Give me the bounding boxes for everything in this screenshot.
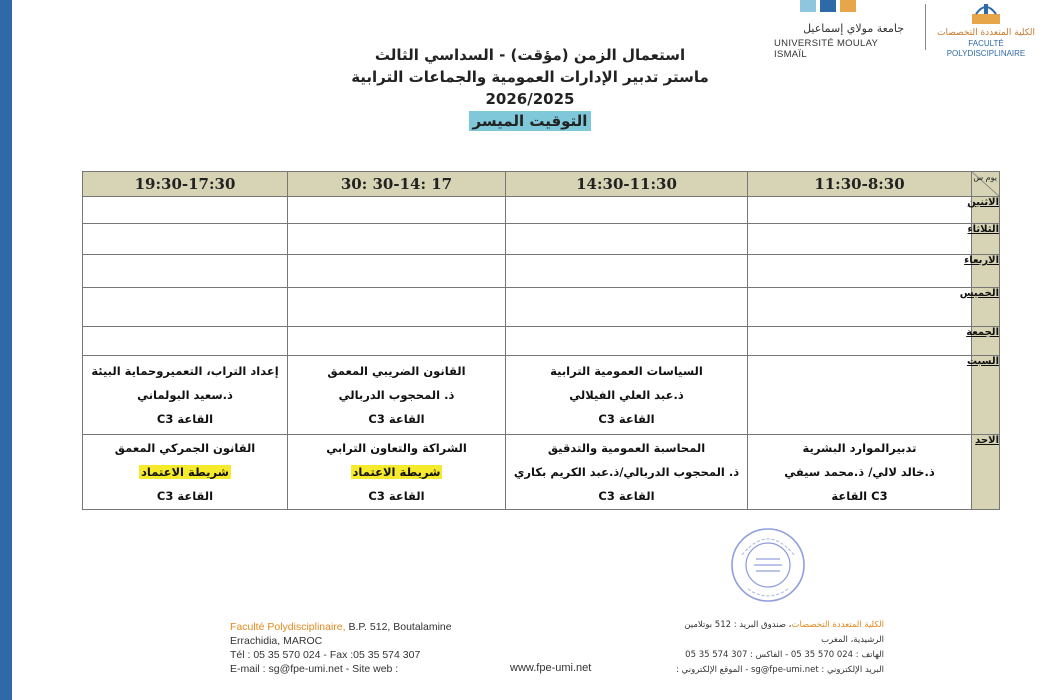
table-row bbox=[83, 327, 1000, 356]
accreditation-note: شريطة الاعتماد bbox=[352, 465, 441, 479]
footer-address-fr bbox=[230, 620, 452, 676]
empty-cell bbox=[748, 197, 972, 224]
course-name: الشراكة والتعاون الترابي bbox=[326, 441, 467, 455]
empty-cell bbox=[748, 288, 972, 327]
empty-cell bbox=[83, 327, 288, 356]
course-name: القانون الضريبي المعمق bbox=[327, 364, 466, 378]
university-emblem-icon bbox=[796, 0, 866, 16]
slot-header: 17 :30-14 :30 bbox=[288, 172, 506, 197]
empty-cell bbox=[748, 356, 972, 435]
official-stamp-icon bbox=[728, 525, 808, 605]
footer-org-fr: Faculté Polydisciplinaire, bbox=[230, 621, 346, 633]
empty-cell bbox=[83, 288, 288, 327]
academic-year: 2026/2025 bbox=[485, 90, 575, 108]
footer-email-ar: البريد الإلكتروني : sg@fpe-umi.net - الموقع الإلكتروني : bbox=[676, 665, 884, 675]
empty-cell bbox=[288, 224, 506, 255]
empty-cell bbox=[748, 224, 972, 255]
corner-cell bbox=[972, 172, 1000, 197]
slot-header: 11:30-8:30 bbox=[748, 172, 972, 197]
title-line-2: ماستر تدبير الإدارات العمومية والجماعات الترابية bbox=[351, 68, 709, 86]
university-logo bbox=[774, 0, 914, 58]
professor: ذ. المحجوب الدربالي bbox=[338, 388, 455, 402]
table-row bbox=[83, 255, 1000, 288]
table-row bbox=[83, 197, 1000, 224]
course-cell bbox=[83, 356, 288, 435]
day-label: الاثنين bbox=[972, 197, 1000, 224]
faculty-logo-ar: الكلية المتعددة التخصصات bbox=[937, 28, 1035, 38]
footer-address-ar bbox=[676, 618, 884, 678]
university-name-fr: UNIVERSITÉ MOULAY ISMAÏL bbox=[774, 38, 878, 60]
empty-cell bbox=[83, 197, 288, 224]
table-row bbox=[83, 435, 1000, 510]
document-title-block bbox=[300, 44, 760, 131]
table-row bbox=[83, 288, 1000, 327]
table-row bbox=[83, 356, 1000, 435]
room: C3 القاعة bbox=[831, 489, 888, 503]
empty-cell bbox=[506, 327, 748, 356]
room: القاعة C3 bbox=[598, 489, 655, 503]
timetable bbox=[82, 171, 1000, 510]
footer-website[interactable]: www.fpe-umi.net bbox=[510, 662, 592, 674]
empty-cell bbox=[748, 255, 972, 288]
footer-line bbox=[230, 620, 452, 634]
room: القاعة C3 bbox=[368, 489, 425, 503]
empty-cell bbox=[83, 224, 288, 255]
room: القاعة C3 bbox=[156, 412, 214, 426]
empty-cell bbox=[288, 288, 506, 327]
day-label: الاحد bbox=[972, 435, 1000, 510]
professor: ذ. المحجوب الدربالي/ذ.عبد الكريم بكاري bbox=[513, 465, 740, 479]
course-cell bbox=[506, 435, 748, 510]
footer-phone: Tél : 05 35 570 024 - Fax :05 35 574 307 bbox=[230, 649, 421, 661]
footer-po-box-ar: ، صندوق البريد : 512 بوتلامين bbox=[684, 620, 792, 630]
room: القاعة C3 bbox=[156, 489, 214, 503]
empty-cell bbox=[83, 255, 288, 288]
footer-org-ar: الكلية المتعددة التخصصات bbox=[791, 620, 884, 630]
accreditation-note-wrap bbox=[83, 460, 287, 484]
course-cell bbox=[83, 435, 288, 510]
empty-cell bbox=[748, 327, 972, 356]
footer-bp: B.P. 512, Boutalamine bbox=[345, 621, 452, 633]
day-label: الثلاثاء bbox=[972, 224, 1000, 255]
course-cell bbox=[506, 356, 748, 435]
footer-city-ar: الرشيدية، المغرب bbox=[821, 635, 884, 645]
timetable-header-row bbox=[83, 172, 1000, 197]
course-name: السياسات العمومية الترابية bbox=[550, 364, 703, 378]
footer-email: E-mail : sg@fpe-umi.net - Site web : bbox=[230, 663, 399, 675]
slot-header: 19:30-17:30 bbox=[83, 172, 288, 197]
schedule-mode-badge: التوقيت الميسر bbox=[469, 111, 592, 131]
course-name: القانون الجمركي المعمق bbox=[114, 441, 256, 455]
empty-cell bbox=[506, 255, 748, 288]
empty-cell bbox=[506, 224, 748, 255]
day-label: السبت bbox=[972, 356, 1000, 435]
day-label: الجمعة bbox=[972, 327, 1000, 356]
accreditation-note-wrap bbox=[288, 460, 505, 484]
empty-cell bbox=[288, 327, 506, 356]
course-name: المحاسبة العمومية والتدقيق bbox=[547, 441, 706, 455]
logo-divider bbox=[925, 4, 926, 50]
corner-label: يوم س bbox=[973, 173, 997, 182]
accreditation-note: شريطة الاعتماد bbox=[141, 465, 229, 479]
empty-cell bbox=[506, 288, 748, 327]
title-line-1: استعمال الزمن (مؤقت) - السداسي الثالث bbox=[374, 46, 686, 64]
empty-cell bbox=[288, 255, 506, 288]
faculty-logo-fr: FACULTÉ POLYDISCIPLINAIRE bbox=[946, 39, 1026, 58]
faculty-emblem-icon bbox=[966, 0, 1006, 28]
footer-phone-ar: الهاتف : 024 570 35 05 - الفاكس : 307 574 35 05 bbox=[685, 650, 884, 660]
day-label: الاربعاء bbox=[972, 255, 1000, 288]
professor: ذ.خالد لالي/ ذ.محمد سيفي bbox=[784, 465, 935, 479]
course-cell bbox=[748, 435, 972, 510]
table-row bbox=[83, 224, 1000, 255]
footer-city: Errachidia, MAROC bbox=[230, 635, 323, 647]
professor: ذ.سعيد البولماني bbox=[137, 388, 233, 402]
day-label: الخميس bbox=[972, 288, 1000, 327]
room: القاعة C3 bbox=[598, 412, 655, 426]
footer-line bbox=[676, 618, 884, 633]
slot-header: 14:30-11:30 bbox=[506, 172, 748, 197]
professor: ذ.عبد العلي الفيلالي bbox=[569, 388, 684, 402]
course-cell bbox=[288, 356, 506, 435]
page-edge-stripe bbox=[0, 0, 12, 700]
empty-cell bbox=[288, 197, 506, 224]
room: القاعة C3 bbox=[368, 412, 425, 426]
course-cell bbox=[288, 435, 506, 510]
course-name: تدبيرالموارد البشرية bbox=[802, 441, 917, 455]
faculty-logo bbox=[936, 0, 1036, 58]
course-name: إعداد التراب، التعميروحماية البيئة bbox=[91, 364, 279, 378]
empty-cell bbox=[506, 197, 748, 224]
university-name-ar: جامعة مولاي إسماعيل bbox=[803, 22, 904, 35]
